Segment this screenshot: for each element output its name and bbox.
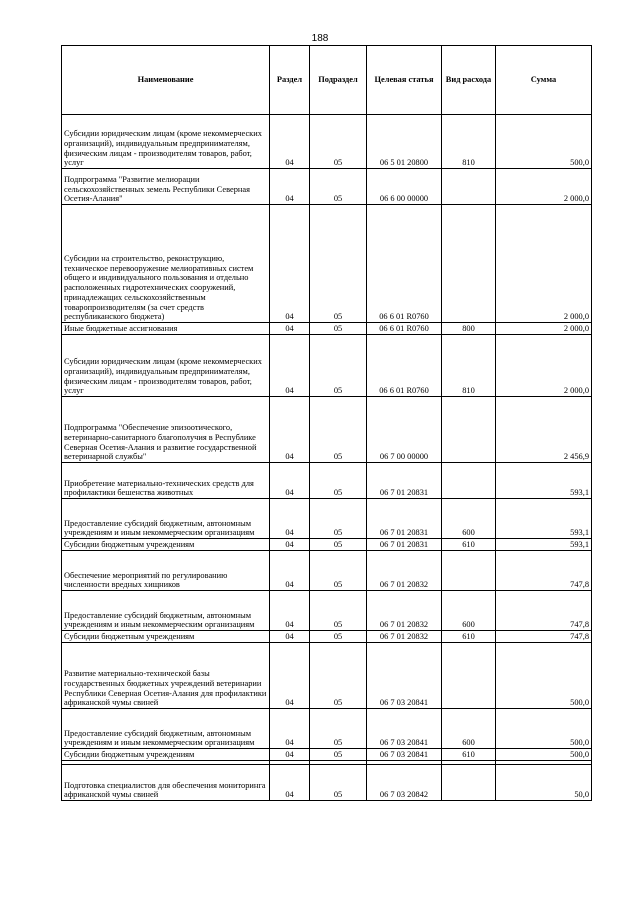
row-type [442, 169, 496, 205]
row-type [442, 397, 496, 463]
row-sum: 2 000,0 [496, 205, 592, 323]
row-name: Подготовка специалистов для обеспечения мониторинга африканской чумы свиней [62, 765, 270, 801]
row-name: Субсидии на строительство, реконструкцию, техническое перевооружение мелиоративных систем общего и индивидуального пользования и отдельно расположенных гидротехнических сооружений, принадлежащих сельскохозяйственным товаропроизводителям (за счет средств республиканского бюджета) [62, 205, 270, 323]
header-sum: Сумма [496, 46, 592, 115]
row-target: 06 7 01 20832 [367, 631, 442, 643]
row-name: Субсидии бюджетным учреждениям [62, 539, 270, 551]
table-row [62, 749, 592, 761]
row-section: 04 [270, 539, 310, 551]
row-subsection: 05 [310, 643, 367, 709]
header-section: Раздел [270, 46, 310, 115]
row-section: 04 [270, 631, 310, 643]
row-subsection: 05 [310, 115, 367, 169]
row-section: 04 [270, 643, 310, 709]
table-row [62, 499, 592, 539]
row-type: 610 [442, 749, 496, 761]
row-sum: 500,0 [496, 749, 592, 761]
row-section: 04 [270, 749, 310, 761]
row-subsection: 05 [310, 463, 367, 499]
table-row [62, 551, 592, 591]
row-target: 06 7 03 20842 [367, 765, 442, 801]
row-type: 600 [442, 499, 496, 539]
row-target: 06 7 00 00000 [367, 397, 442, 463]
row-type [442, 551, 496, 591]
row-type: 610 [442, 631, 496, 643]
row-sum: 2 000,0 [496, 335, 592, 397]
row-subsection: 05 [310, 551, 367, 591]
table-row [62, 591, 592, 631]
row-target: 06 7 01 20831 [367, 499, 442, 539]
table-row [62, 463, 592, 499]
row-section: 04 [270, 115, 310, 169]
row-target: 06 7 03 20841 [367, 643, 442, 709]
row-name: Субсидии юридическим лицам (кроме некоммерческих организаций), индивидуальным предпринимателям, физическим лицам - производителям товаров, работ, услуг [62, 115, 270, 169]
budget-table [61, 45, 592, 801]
row-section: 04 [270, 463, 310, 499]
table-row [62, 169, 592, 205]
row-subsection: 05 [310, 709, 367, 749]
row-sum: 2 000,0 [496, 323, 592, 335]
row-name: Подпрограмма "Развитие мелиорации сельскохозяйственных земель Республики Северная Осетия-Алания" [62, 169, 270, 205]
row-sum: 500,0 [496, 115, 592, 169]
header-subsection: Подраздел [310, 46, 367, 115]
row-type: 600 [442, 709, 496, 749]
row-name: Подпрограмма "Обеспечение эпизоотического, ветеринарно-санитарного благополучия в Республике Северная Осетия-Алания и развитие государственной ветеринарной службы" [62, 397, 270, 463]
row-sum: 747,8 [496, 591, 592, 631]
row-type: 610 [442, 539, 496, 551]
row-section: 04 [270, 709, 310, 749]
row-target: 06 7 01 20832 [367, 591, 442, 631]
page-number: 188 [311, 33, 329, 44]
table-header-row [62, 46, 592, 115]
row-name: Развитие материально-технической базы государственных бюджетных учреждений ветеринарии Республики Северная Осетия-Алания для профилактики африканской чумы свиней [62, 643, 270, 709]
row-subsection: 05 [310, 169, 367, 205]
table-row [62, 709, 592, 749]
row-section: 04 [270, 169, 310, 205]
row-sum: 747,8 [496, 551, 592, 591]
row-section: 04 [270, 205, 310, 323]
row-name: Предоставление субсидий бюджетным, автономным учреждениям и иным некоммерческим организациям [62, 709, 270, 749]
table-row [62, 205, 592, 323]
row-sum: 593,1 [496, 463, 592, 499]
table-row [62, 323, 592, 335]
row-target: 06 7 01 20832 [367, 551, 442, 591]
row-type [442, 205, 496, 323]
row-sum: 500,0 [496, 643, 592, 709]
row-section: 04 [270, 397, 310, 463]
header-name: Наименование [62, 46, 270, 115]
header-type: Вид расхода [442, 46, 496, 115]
row-target: 06 7 01 20831 [367, 463, 442, 499]
row-subsection: 05 [310, 749, 367, 761]
row-section: 04 [270, 499, 310, 539]
row-type: 810 [442, 115, 496, 169]
row-sum: 747,8 [496, 631, 592, 643]
row-type: 810 [442, 335, 496, 397]
row-target: 06 6 01 R0760 [367, 323, 442, 335]
row-type [442, 765, 496, 801]
row-target: 06 7 01 20831 [367, 539, 442, 551]
row-sum: 2 000,0 [496, 169, 592, 205]
row-name: Иные бюджетные ассигнования [62, 323, 270, 335]
row-section: 04 [270, 551, 310, 591]
row-section: 04 [270, 323, 310, 335]
table-row [62, 765, 592, 801]
row-subsection: 05 [310, 631, 367, 643]
row-type: 800 [442, 323, 496, 335]
table-row [62, 631, 592, 643]
table-row [62, 335, 592, 397]
row-subsection: 05 [310, 397, 367, 463]
row-type: 600 [442, 591, 496, 631]
table-row [62, 643, 592, 709]
row-section: 04 [270, 765, 310, 801]
row-name: Субсидии юридическим лицам (кроме некоммерческих организаций), индивидуальным предпринимателям, физическим лицам - производителям товаров, работ, услуг [62, 335, 270, 397]
row-subsection: 05 [310, 765, 367, 801]
row-name: Субсидии бюджетным учреждениям [62, 749, 270, 761]
header-target: Целевая статья [367, 46, 442, 115]
row-target: 06 7 03 20841 [367, 709, 442, 749]
row-subsection: 05 [310, 335, 367, 397]
row-target: 06 5 01 20800 [367, 115, 442, 169]
row-subsection: 05 [310, 591, 367, 631]
row-section: 04 [270, 335, 310, 397]
row-sum: 500,0 [496, 709, 592, 749]
row-name: Приобретение материально-технических средств для профилактики бешенства животных [62, 463, 270, 499]
row-type [442, 463, 496, 499]
row-subsection: 05 [310, 499, 367, 539]
row-sum: 2 456,9 [496, 397, 592, 463]
row-sum: 593,1 [496, 539, 592, 551]
row-subsection: 05 [310, 323, 367, 335]
row-target: 06 6 01 R0760 [367, 335, 442, 397]
row-name: Предоставление субсидий бюджетным, автономным учреждениям и иным некоммерческим организациям [62, 499, 270, 539]
row-section: 04 [270, 591, 310, 631]
row-target: 06 6 01 R0760 [367, 205, 442, 323]
row-type [442, 643, 496, 709]
row-name: Обеспечение мероприятий по регулированию численности вредных хищников [62, 551, 270, 591]
row-sum: 50,0 [496, 765, 592, 801]
row-sum: 593,1 [496, 499, 592, 539]
row-name: Предоставление субсидий бюджетным, автономным учреждениям и иным некоммерческим организациям [62, 591, 270, 631]
row-target: 06 7 03 20841 [367, 749, 442, 761]
row-subsection: 05 [310, 205, 367, 323]
row-name: Субсидии бюджетным учреждениям [62, 631, 270, 643]
row-target: 06 6 00 00000 [367, 169, 442, 205]
table-row [62, 397, 592, 463]
row-subsection: 05 [310, 539, 367, 551]
table-row [62, 539, 592, 551]
table-row [62, 115, 592, 169]
